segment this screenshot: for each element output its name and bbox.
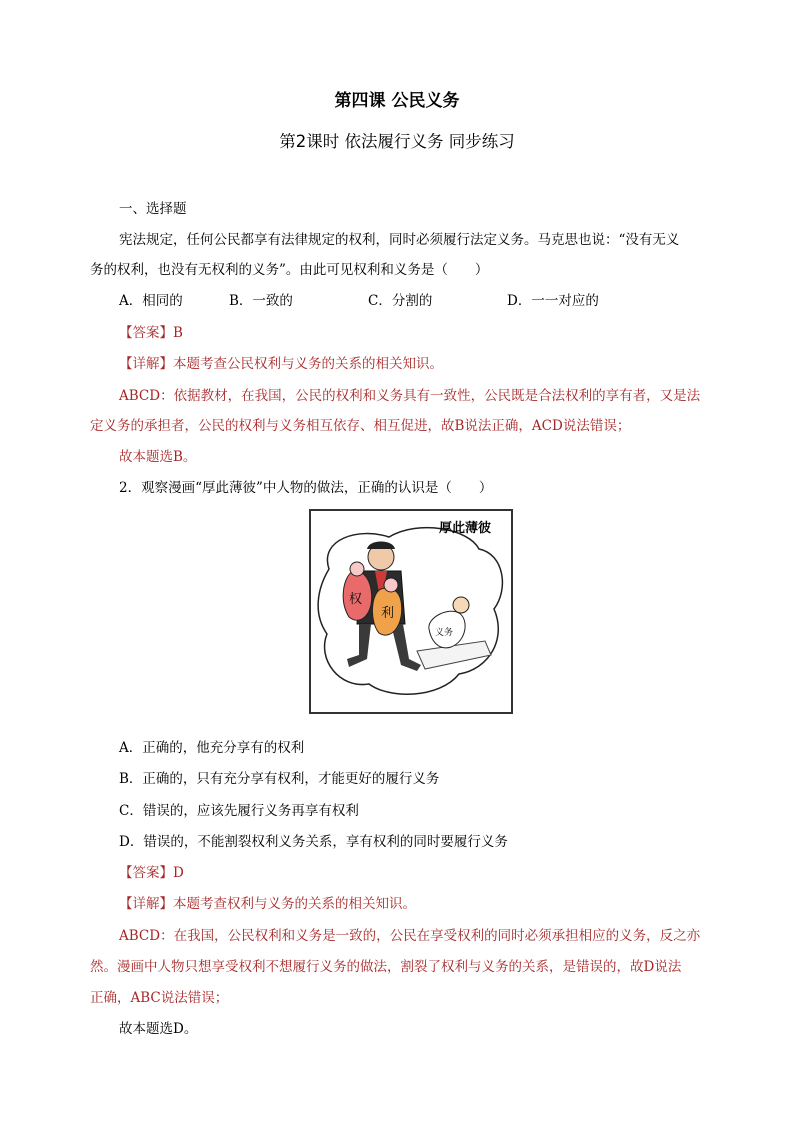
q1-analysis-line2: 定义务的承担者，公民的权利与义务相互依存、相互促进，故B说法正确，ACD说法错误； — [90, 418, 631, 434]
q2-option-c: C．错误的，应该先履行义务再享有权利 — [119, 803, 359, 819]
q1-option-d: D．一一对应的 — [507, 293, 599, 309]
cartoon-title: 厚此薄彼 — [439, 521, 492, 536]
q1-explain — [119, 354, 443, 374]
q1-answer — [119, 323, 183, 343]
q1-analysis-line1: ABCD：依据教材，在我国，公民的权利和义务具有一致性，公民既是合法权利的享有者，又是法 — [119, 388, 701, 404]
cartoon-image — [309, 509, 513, 714]
q2-analysis-line2: 然。漫画中人物只想享受权利不想履行义务的做法，割裂了权利与义务的关系，是错误的，故D说法 — [90, 959, 682, 975]
q2-analysis-line1: ABCD：在我国，公民权利和义务是一致的，公民在享受权利的同时必须承担相应的义务，反之亦 — [119, 928, 701, 944]
li-label: 利 — [381, 606, 395, 621]
explain-text: 本题考查权利与义务的关系的相关知识。 — [173, 896, 416, 912]
q2-explain — [119, 894, 416, 914]
section-heading: 一、选择题 — [119, 201, 187, 217]
yiwu-label: 义务 — [435, 628, 454, 638]
q1-stem-line1: 宪法规定，任何公民都享有法律规定的权利，同时必须履行法定义务。马克思也说：“没有无义 — [119, 232, 680, 248]
q1-conclusion: 故本题选B。 — [119, 449, 197, 465]
answer-value: D — [173, 865, 184, 881]
answer-label: 【答案】 — [119, 325, 173, 341]
q2-option-b: B．正确的，只有充分享有权利，才能更好的履行义务 — [119, 771, 440, 787]
q2-analysis-line3: 正确，ABC说法错误； — [90, 990, 229, 1006]
doc-subtitle: 第2课时 依法履行义务 同步练习 — [279, 132, 515, 151]
doc-title: 第四课 公民义务 — [334, 91, 460, 111]
q2-conclusion: 故本题选D。 — [119, 1021, 198, 1037]
answer-label: 【答案】 — [119, 865, 173, 881]
q2-option-d: D．错误的，不能割裂权利义务关系，享有权利的同时要履行义务 — [119, 834, 508, 850]
q1-option-a: A．相同的 — [119, 293, 183, 309]
explain-label: 【详解】 — [119, 896, 173, 912]
q1-option-b: B．一致的 — [229, 293, 293, 309]
q1-option-c: C．分割的 — [368, 293, 433, 309]
answer-value: B — [173, 325, 183, 341]
q1-stem-line2: 务的权利，也没有无权利的义务”。由此可见权利和义务是（ ） — [90, 262, 489, 278]
explain-text: 本题考查公民权利与义务的关系的相关知识。 — [173, 356, 443, 372]
q2-stem: 2．观察漫画“厚此薄彼”中人物的做法，正确的认识是（ ） — [119, 480, 493, 496]
q2-option-a: A．正确的，他充分享有的权利 — [119, 740, 305, 756]
quan-label: 权 — [349, 592, 363, 607]
explain-label: 【详解】 — [119, 356, 173, 372]
q2-answer — [119, 863, 184, 883]
